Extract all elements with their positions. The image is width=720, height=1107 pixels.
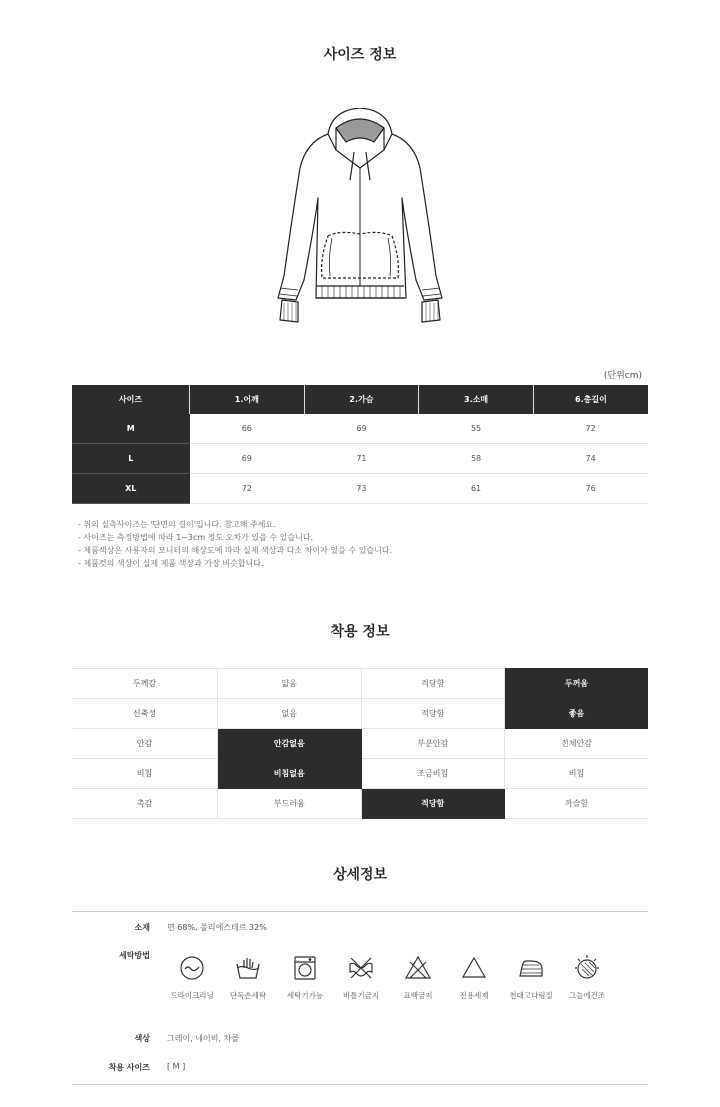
machine-wash-icon xyxy=(291,954,319,982)
size-header-cell: 3.소매 xyxy=(419,385,534,414)
fit-option: 좋음 xyxy=(505,699,649,729)
size-cell: 69 xyxy=(304,414,419,444)
wash-item-label: 드라이크리닝 xyxy=(170,991,214,1000)
wash-item-label: 천대고다림질 xyxy=(509,991,553,1000)
size-row-label: M xyxy=(72,414,190,444)
table-row xyxy=(72,414,648,444)
table-row xyxy=(72,444,648,474)
fit-size-value: [ M ] xyxy=(167,1062,186,1071)
size-table-header xyxy=(72,385,648,414)
fit-option: 안감없음 xyxy=(218,729,362,759)
wash-item-label: 그늘에건조 xyxy=(568,991,606,1000)
size-header-cell: 사이즈 xyxy=(72,385,190,414)
fit-option: 비침 xyxy=(505,759,649,789)
table-row xyxy=(72,759,648,789)
size-row-label: XL xyxy=(72,474,190,504)
size-cell: 72 xyxy=(533,414,648,444)
wash-item xyxy=(275,954,335,1001)
size-cell: 74 xyxy=(533,444,648,474)
size-table xyxy=(72,385,648,504)
size-cell: 61 xyxy=(419,474,534,504)
size-notes xyxy=(78,518,392,570)
material-label: 소재 xyxy=(134,923,150,932)
size-cell: 73 xyxy=(304,474,419,504)
detail-panel xyxy=(72,911,648,1085)
ironing-icon xyxy=(517,954,545,982)
size-cell: 76 xyxy=(533,474,648,504)
fit-option: 얇음 xyxy=(218,669,362,699)
dry-cleaning-icon xyxy=(178,954,206,982)
hand-wash-icon xyxy=(234,954,262,982)
wash-item xyxy=(444,954,504,1001)
table-row xyxy=(72,729,648,759)
wash-item-label: 비틀기금지 xyxy=(342,991,380,1000)
size-cell: 69 xyxy=(190,444,305,474)
size-cell: 55 xyxy=(419,414,534,444)
fit-option: 두꺼움 xyxy=(505,669,649,699)
wash-item xyxy=(162,954,222,1001)
fit-row-label: 신축성 xyxy=(72,699,218,729)
size-header-cell: 2.가슴 xyxy=(304,385,419,414)
fit-option: 없음 xyxy=(218,699,362,729)
neutral-detergent-icon xyxy=(460,954,488,982)
fit-size-label: 착용 사이즈 xyxy=(108,1063,150,1072)
size-row-label: L xyxy=(72,444,190,474)
color-label: 색상 xyxy=(134,1034,150,1043)
table-row xyxy=(72,669,648,699)
fit-option: 까슬함 xyxy=(505,789,649,819)
note-item: - 제품컷의 색상이 실제 제품 색상과 가장 비슷합니다. xyxy=(78,559,264,568)
hoodie-illustration xyxy=(270,108,450,324)
size-header-cell: 6.총길이 xyxy=(533,385,648,414)
fit-info-title: 착용 정보 xyxy=(330,624,390,640)
detail-info-title: 상세정보 xyxy=(332,867,388,883)
fit-option: 조금비침 xyxy=(361,759,505,789)
unit-label: (단위cm) xyxy=(603,371,642,381)
no-bleach-icon xyxy=(404,954,432,982)
table-row xyxy=(72,474,648,504)
fit-option: 적당함 xyxy=(361,789,505,819)
fit-row-label: 비침 xyxy=(72,759,218,789)
size-cell: 72 xyxy=(190,474,305,504)
size-cell: 71 xyxy=(304,444,419,474)
wash-item-label: 전용세제 xyxy=(459,991,489,1000)
fit-option: 부드러움 xyxy=(218,789,362,819)
wash-label: 세탁방법 xyxy=(119,951,150,960)
wash-item xyxy=(218,954,278,1001)
size-cell: 58 xyxy=(419,444,534,474)
fit-row-label: 촉감 xyxy=(72,789,218,819)
table-row xyxy=(72,699,648,729)
wash-item xyxy=(501,954,561,1001)
fit-option: 적당함 xyxy=(361,699,505,729)
size-cell: 66 xyxy=(190,414,305,444)
material-value: 면 68%, 폴리에스테르 32% xyxy=(167,923,267,932)
color-value: 그레이, 네이비, 차콜 xyxy=(167,1034,239,1043)
size-info-title: 사이즈 정보 xyxy=(323,47,397,63)
fit-option: 비침없음 xyxy=(218,759,362,789)
fit-row-label: 안감 xyxy=(72,729,218,759)
note-item: - 제품색상은 사용자의 모니터의 해상도에 따라 실제 색상과 다소 차이가 있을 수 있습니다. xyxy=(78,546,393,555)
fit-table xyxy=(72,668,648,819)
fit-row-label: 두께감 xyxy=(72,669,218,699)
note-item: - 위의 실측사이즈는 '단면의 길이'입니다. 참고해 주세요. xyxy=(78,520,276,529)
size-header-cell: 1.어깨 xyxy=(190,385,305,414)
table-row xyxy=(72,789,648,819)
fit-option: 부분안감 xyxy=(361,729,505,759)
fit-option: 적당함 xyxy=(361,669,505,699)
wash-item xyxy=(331,954,391,1001)
no-wring-icon xyxy=(347,954,375,982)
wash-item xyxy=(557,954,617,1001)
fit-option: 전체안감 xyxy=(505,729,649,759)
wash-item-label: 단독손세탁 xyxy=(229,991,267,1000)
note-item: - 사이즈는 측정방법에 따라 1~3cm 정도 오차가 있을 수 있습니다. xyxy=(78,533,314,542)
wash-item-label: 세탁기가능 xyxy=(286,991,324,1000)
wash-item-label: 표백금지 xyxy=(403,991,433,1000)
shade-dry-icon xyxy=(573,954,601,982)
wash-item xyxy=(388,954,448,1001)
